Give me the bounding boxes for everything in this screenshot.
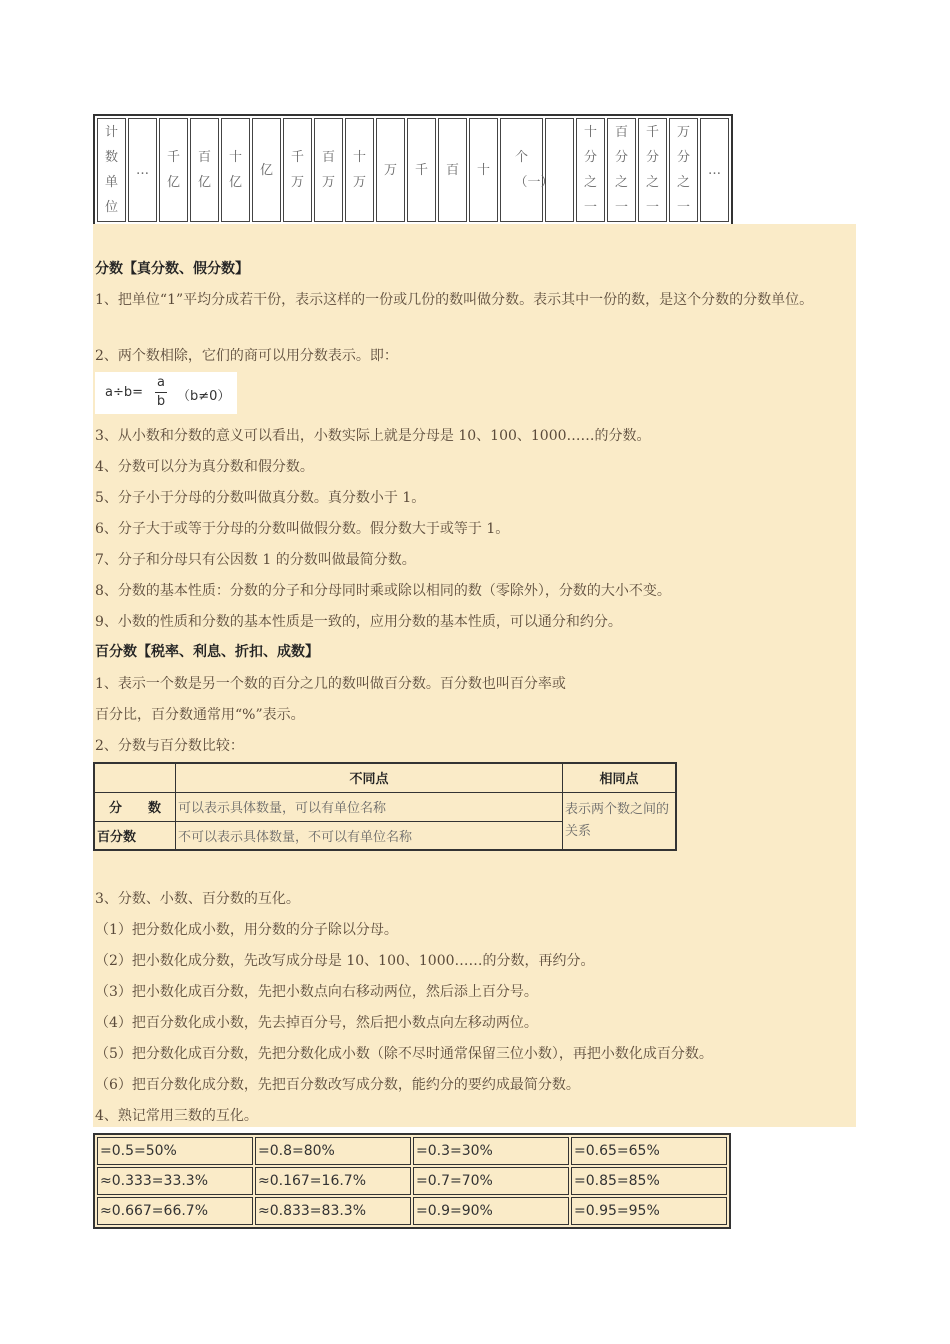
unit-cell: 十分之一 [576, 118, 605, 222]
place-value-table [93, 114, 733, 226]
fraction-p4: 4、分数可以分为真分数和假分数。 [95, 459, 314, 475]
corner-cell [94, 763, 176, 792]
fraction-p6: 6、分子大于或等于分母的分数叫做假分数。假分数大于或等于 1。 [95, 521, 510, 537]
unit-cell: … [128, 118, 157, 222]
step-4: （4）把百分数化成小数，先去掉百分号，然后把小数点向左移动两位。 [95, 1015, 538, 1031]
formula-numerator: a [157, 375, 165, 390]
conversion-cell: =0.85=85% [571, 1167, 727, 1195]
unit-cell: 个（一） [500, 118, 543, 222]
unit-cell: 百亿 [190, 118, 219, 222]
formula-fraction [155, 375, 167, 410]
percent-p1a: 1、表示一个数是另一个数的百分之几的数叫做百分数。百分数也叫百分率或 [95, 676, 566, 692]
step-3: （3）把小数化成百分数，先把小数点向右移动两位，然后添上百分号。 [95, 984, 538, 1000]
unit-cell: … [700, 118, 729, 222]
fraction-bar [155, 392, 167, 393]
same-cell: 表示两个数之间的关系 [563, 792, 677, 850]
unit-cell: 万分之一 [669, 118, 698, 222]
conversion-cell: =0.5=50% [97, 1137, 253, 1165]
unit-cell [545, 118, 574, 222]
unit-cell: 十 [469, 118, 498, 222]
header-same: 相同点 [563, 763, 677, 792]
conversion-table [93, 1133, 731, 1229]
unit-cell: 计数单位 [97, 118, 126, 222]
percent-p4: 4、熟记常用三数的互化。 [95, 1108, 258, 1124]
row-label-percent: 百分数 [94, 821, 176, 850]
fraction-diff: 可以表示具体数量，可以有单位名称 [176, 792, 563, 821]
unit-cell: 千亿 [159, 118, 188, 222]
conversion-cell: ≈0.833=83.3% [255, 1197, 411, 1225]
conversion-cell: =0.7=70% [413, 1167, 569, 1195]
conversion-cell: =0.3=30% [413, 1137, 569, 1165]
fraction-p7: 7、分子和分母只有公因数 1 的分数叫做最简分数。 [95, 552, 416, 568]
table-row [94, 763, 676, 792]
percent-diff: 不可以表示具体数量，不可以有单位名称 [176, 821, 563, 850]
content-panel [93, 224, 856, 1127]
unit-cell: 千 [407, 118, 436, 222]
fraction-heading: 分数【真分数、假分数】 [95, 261, 249, 277]
conversion-cell: =0.9=90% [413, 1197, 569, 1225]
fraction-percent-comparison-table [93, 762, 677, 851]
step-5: （5）把分数化成百分数，先把分数化成小数（除不尽时通常保留三位小数），再把小数化成百分数。 [95, 1046, 713, 1062]
formula-condition: （b≠0） [177, 389, 231, 404]
fraction-p5: 5、分子小于分母的分数叫做真分数。真分数小于 1。 [95, 490, 426, 506]
table-row [97, 1197, 727, 1225]
table-row [94, 792, 676, 821]
fraction-p1: 1、把单位“1”平均分成若干份，表示这样的一份或几份的数叫做分数。表示其中一份的数，是这个分数的分数单位。 [95, 292, 814, 308]
row-label-fraction: 分 数 [94, 792, 176, 821]
percent-p2: 2、分数与百分数比较： [95, 738, 244, 754]
percent-heading: 百分数【税率、利息、折扣、成数】 [95, 644, 319, 660]
percent-p3: 3、分数、小数、百分数的互化。 [95, 891, 300, 907]
formula-denominator: b [156, 394, 166, 409]
fraction-p3: 3、从小数和分数的意义可以看出，小数实际上就是分母是 10、100、1000……的分数。 [95, 428, 651, 444]
unit-cell: 百 [438, 118, 467, 222]
header-diff: 不同点 [176, 763, 563, 792]
unit-cell: 千万 [283, 118, 312, 222]
conversion-cell: ≈0.333=33.3% [97, 1167, 253, 1195]
unit-cell: 百分之一 [607, 118, 636, 222]
fraction-p9: 9、小数的性质和分数的基本性质是一致的，应用分数的基本性质，可以通分和约分。 [95, 614, 622, 630]
unit-cell: 亿 [252, 118, 281, 222]
unit-cell: 十万 [345, 118, 374, 222]
conversion-cell: =0.95=95% [571, 1197, 727, 1225]
conversion-cell: =0.65=65% [571, 1137, 727, 1165]
fraction-p8: 8、分数的基本性质：分数的分子和分母同时乘或除以相同的数（零除外），分数的大小不变。 [95, 583, 671, 599]
unit-cell: 百万 [314, 118, 343, 222]
conversion-cell: =0.8=80% [255, 1137, 411, 1165]
unit-cell: 万 [376, 118, 405, 222]
unit-cell: 千分之一 [638, 118, 667, 222]
percent-p1b: 百分比，百分数通常用“%”表示。 [95, 707, 305, 723]
step-6: （6）把百分数化成分数，先把百分数改写成分数，能约分的要约成最简分数。 [95, 1077, 580, 1093]
step-1: （1）把分数化成小数，用分数的分子除以分母。 [95, 922, 398, 938]
table-row [97, 1137, 727, 1165]
step-2: （2）把小数化成分数，先改写成分母是 10、100、1000……的分数，再约分。 [95, 953, 595, 969]
formula-left: a÷b= [105, 385, 144, 400]
table-row [97, 118, 729, 222]
conversion-cell: ≈0.167=16.7% [255, 1167, 411, 1195]
table-row [97, 1167, 727, 1195]
conversion-cell: ≈0.667=66.7% [97, 1197, 253, 1225]
division-formula [95, 372, 237, 414]
unit-cell: 十亿 [221, 118, 250, 222]
fraction-p2: 2、两个数相除，它们的商可以用分数表示。即： [95, 348, 398, 364]
